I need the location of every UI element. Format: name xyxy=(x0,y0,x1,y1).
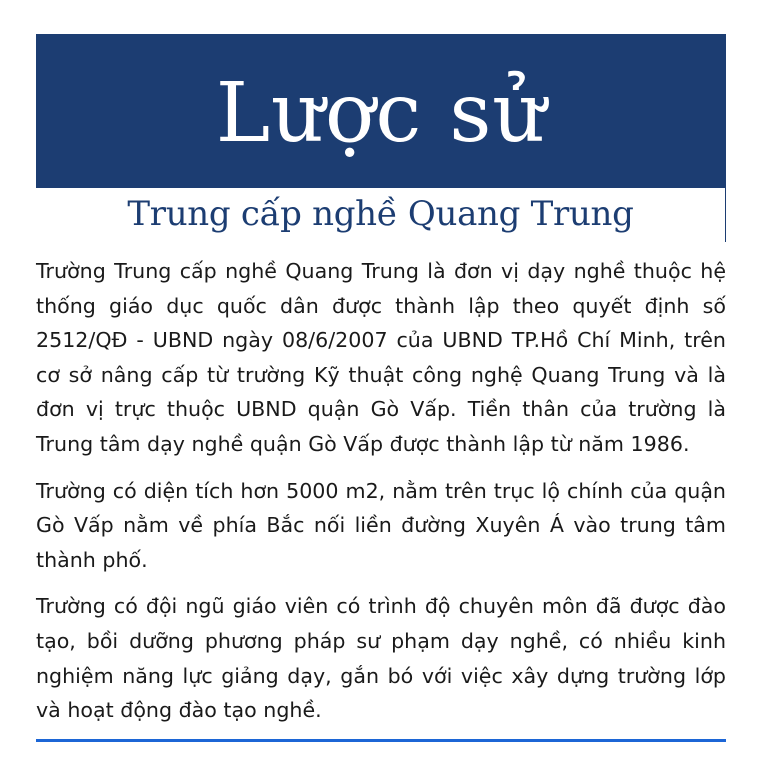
page-subtitle: Trung cấp nghề Quang Trung xyxy=(127,194,634,234)
title-banner xyxy=(36,34,726,188)
paragraph-location: Trường có diện tích hơn 5000 m2, nằm trên trục lộ chính của quận Gò Vấp nằm về phía Bắc nối liền đường Xuyên Á vào trung tâm thành phố. xyxy=(36,478,726,572)
article-body xyxy=(36,254,726,740)
subtitle-bar xyxy=(36,188,726,242)
page-title: Lược sử xyxy=(215,66,547,161)
bottom-divider xyxy=(36,739,726,742)
paragraph-history: Trường Trung cấp nghề Quang Trung là đơn vị dạy nghề thuộc hệ thống giáo dục quốc dân được thành lập theo quyết định số 2512/QĐ - UBND ngày 08/6/2007 của UBND TP.Hồ Chí Minh, trên cơ sở nâng cấp từ trường Kỹ thuật công nghệ Quang Trung và là đơn vị trực thuộc UBND quận Gò Vấp. Tiền thân của trường là Trung tâm dạy nghề quận Gò Vấp được thành lập từ năm 1986. xyxy=(36,259,726,456)
paragraph-teachers: Trường có đội ngũ giáo viên có trình độ chuyên môn đã được đào tạo, bồi dưỡng phương pháp sư phạm dạy nghề, có nhiều kinh nghiệm năng lực giảng dạy, gắn bó với việc xây dựng trường lớp và hoạt động đào tạo nghề. xyxy=(36,594,726,723)
